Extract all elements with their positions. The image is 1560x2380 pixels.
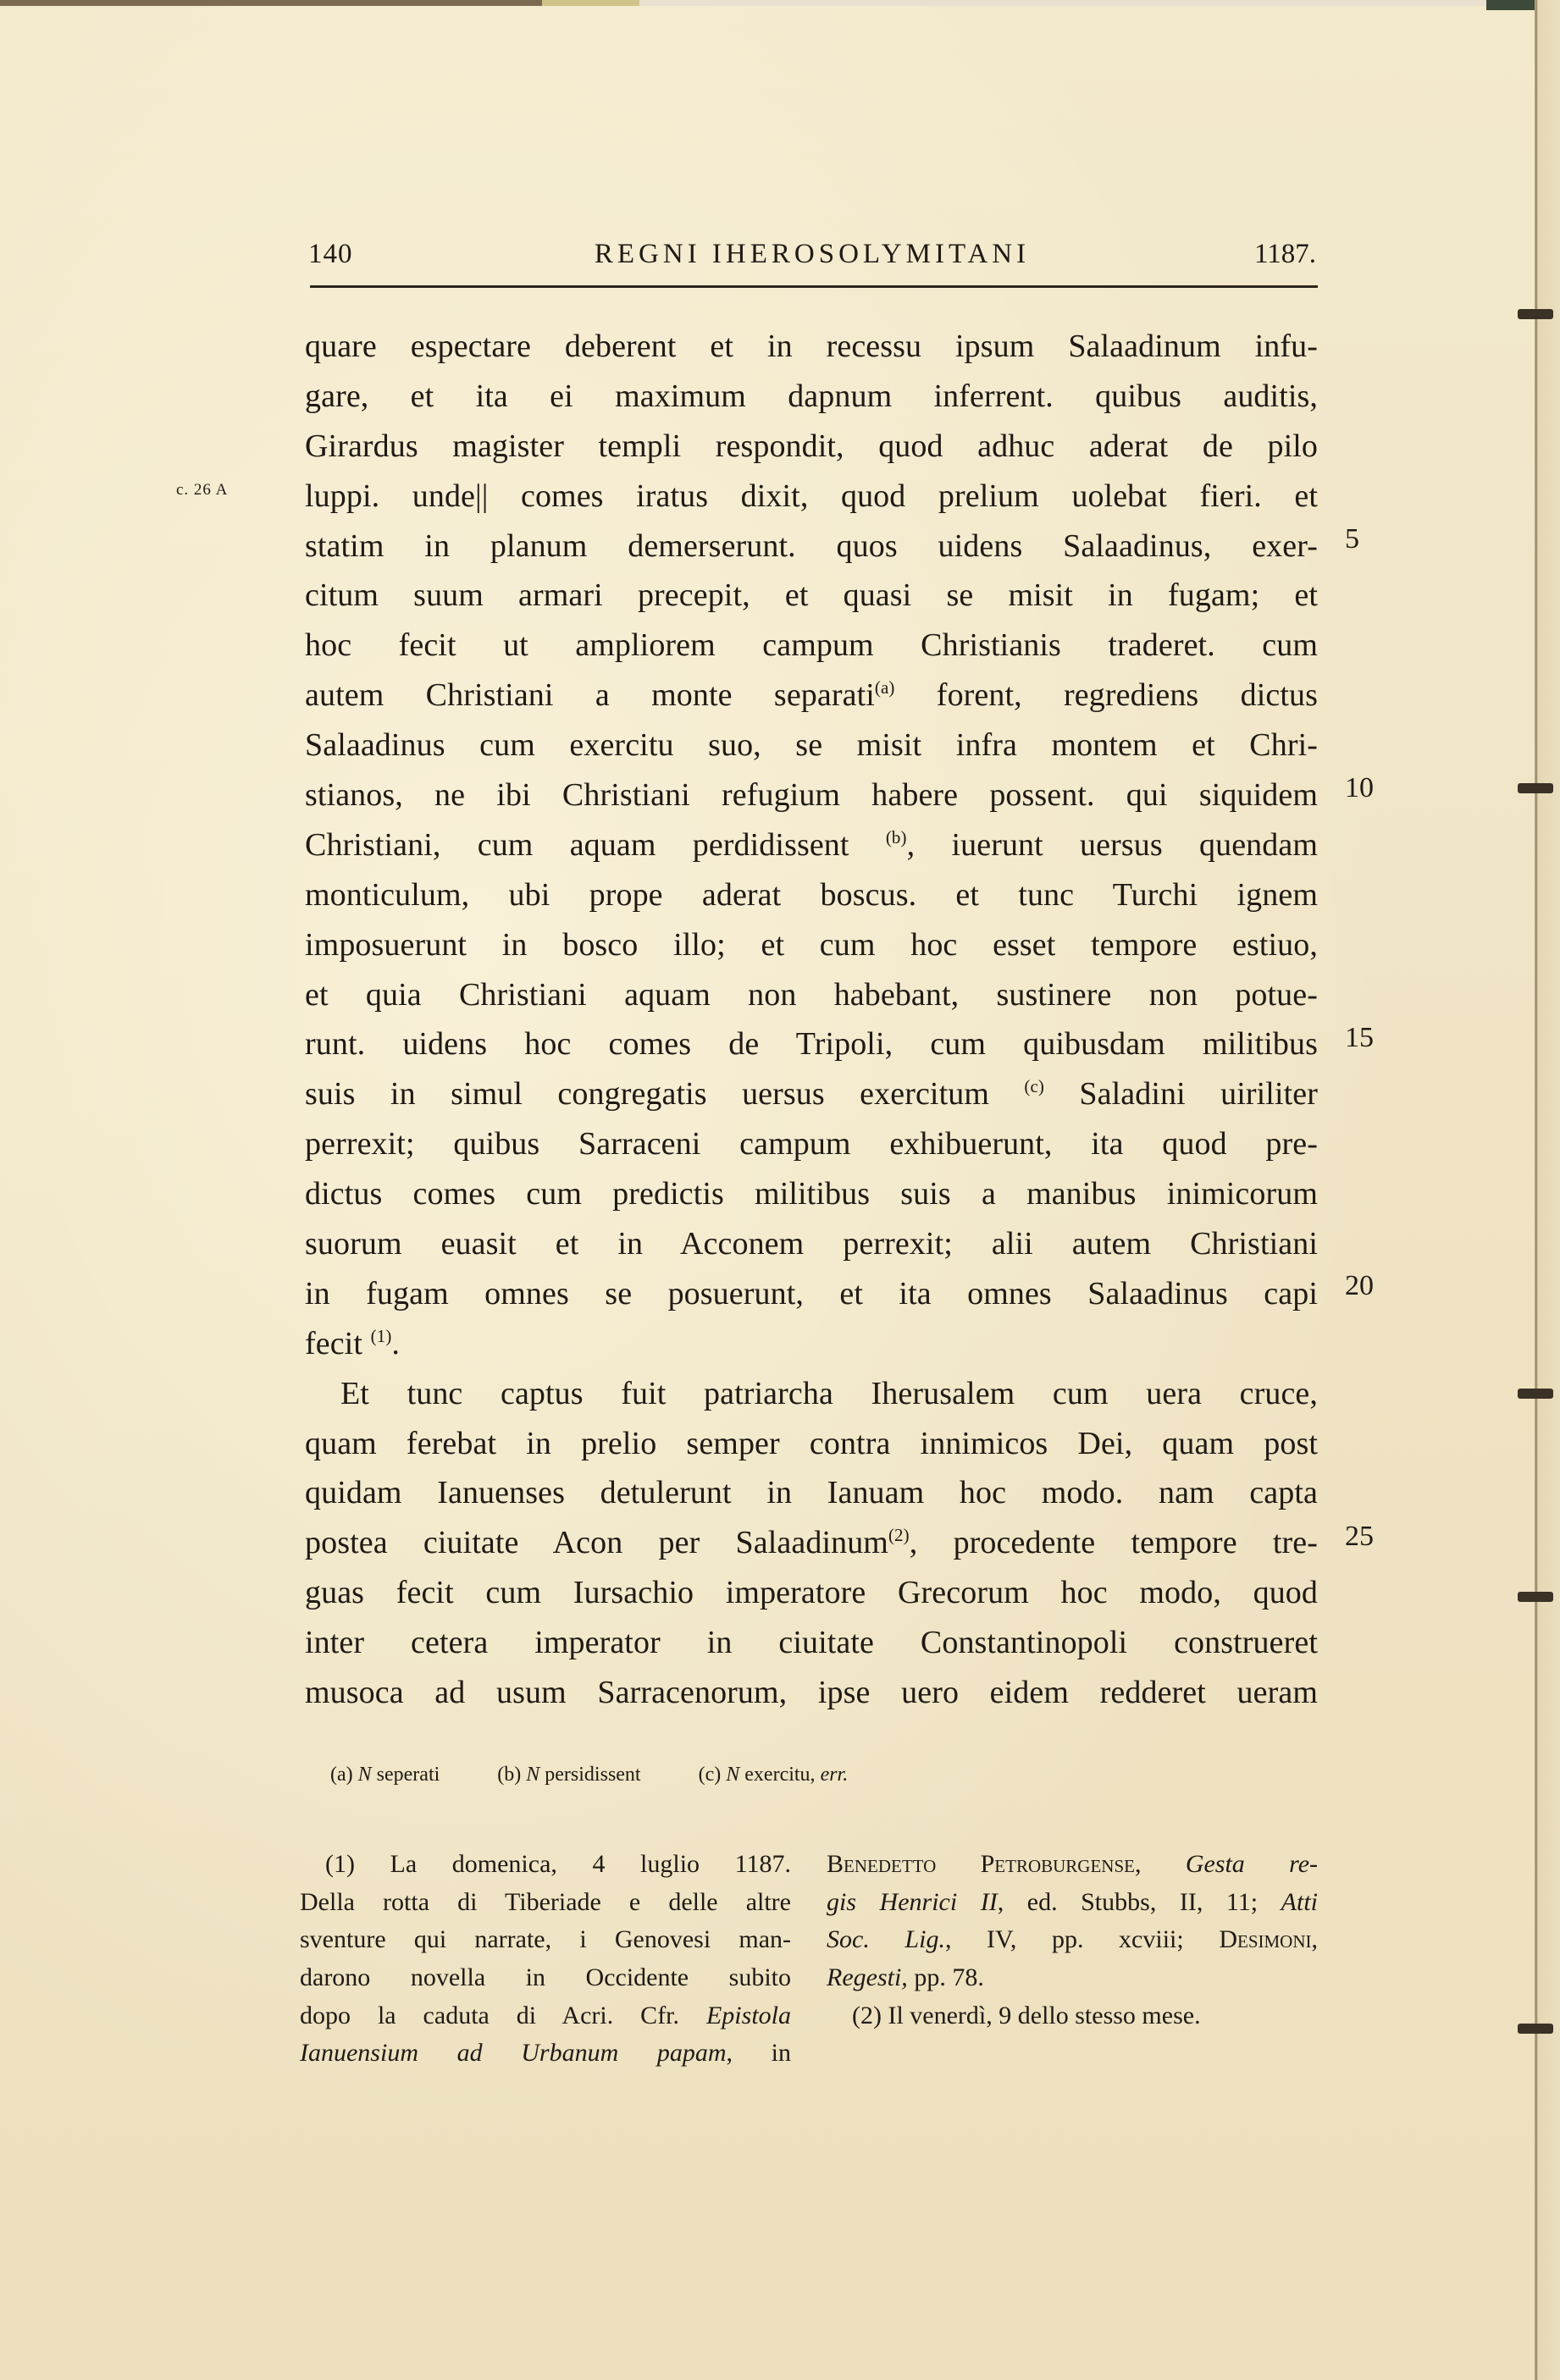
footnote-column-left	[300, 1846, 791, 2073]
footnote-1-line: Soc. Lig., IV, pp. xcviii; Desimoni,	[827, 1925, 1318, 1954]
text-line: quare espectare deberent et in recessu ipsum Salaadinum infu-	[305, 329, 1318, 364]
text-line: gare, et ita ei maximum dapnum inferrent. quibus auditis,	[305, 378, 1318, 414]
note-ref-c[interactable]: (c)	[1024, 1076, 1045, 1097]
line-number: 15	[1345, 1022, 1374, 1053]
text-segment: suis in simul congregatis uersus exercitum	[305, 1076, 989, 1113]
apparatus-entry	[330, 1764, 445, 1786]
citation-title: Ianuensium ad Urbanum papam	[300, 2039, 727, 2068]
text-segment: dopo la caduta di Acri. Cfr.	[300, 2001, 680, 2029]
header-rule	[310, 285, 1318, 288]
scan-edge-strip	[0, 0, 542, 6]
citation-title: Regesti,	[827, 1963, 908, 1992]
page-number: 140	[308, 239, 353, 269]
text-line: quam ferebat in prelio semper contra innimicos Dei, quam post	[305, 1425, 1318, 1461]
citation-author: Benedetto Petroburgense	[827, 1850, 1135, 1878]
text-segment: forent, regrediens dictus	[894, 677, 1318, 714]
footnote-2: (2) Il venerdì, 9 dello stesso mese.	[852, 2001, 1201, 2029]
footnote-1-line: Benedetto Petroburgense, Gesta re-	[827, 1850, 1319, 1878]
citation-title: Gesta re-	[1185, 1850, 1319, 1878]
apparatus-mark: (a)	[330, 1764, 353, 1786]
text-line: Girardus magister templi respondit, quod adhuc aderat de pilo	[305, 428, 1318, 464]
text-line: stianos, ne ibi Christiani refugium habere possent. qui siquidem	[305, 777, 1318, 814]
critical-apparatus	[330, 1764, 1093, 1786]
citation-title: gis Henrici II	[827, 1887, 998, 1916]
text-segment: pp. 78.	[914, 1963, 984, 1992]
running-year: 1187.	[1253, 239, 1316, 269]
text-line: runt. uidens hoc comes de Tripoli, cum quibusdam militibus	[305, 1026, 1318, 1063]
running-title: REGNI IHEROSOLYMITANI	[594, 239, 1031, 269]
text-segment: , iuerunt uersus quendam	[906, 826, 1318, 863]
apparatus-entry	[699, 1764, 849, 1786]
text-line	[305, 820, 1318, 870]
text-segment: , IV, pp. xcviii;	[944, 1925, 1184, 1954]
text-segment: autem Christiani a monte separati	[305, 677, 875, 714]
text-segment: , procedente tempore tre-	[909, 1525, 1318, 1561]
footnote-1-line	[300, 1997, 791, 2035]
text-line: in fugam omnes se posuerunt, et ita omnes Salaadinus capi	[305, 1275, 1318, 1311]
apparatus-reading: persidissent	[545, 1764, 641, 1786]
text-line: et quia Christiani aquam non habebant, sustinere non potue-	[305, 976, 1318, 1013]
apparatus-reading: exercitu,	[744, 1764, 816, 1786]
note-ref-2[interactable]: (2)	[888, 1525, 910, 1546]
footnote-1-line: (1) La domenica, 4 luglio 1187.	[325, 1850, 791, 1878]
binding-tab	[1518, 1389, 1553, 1399]
text-segment: postea ciuitate Acon per Salaadinum	[305, 1525, 888, 1561]
footnote-1-line	[300, 2035, 791, 2073]
text-line: Et tunc captus fuit patriarcha Iherusalem cum uera cruce,	[340, 1375, 1318, 1411]
text-line: inter cetera imperator in ciuitate Constantinopoli construeret	[305, 1625, 1318, 1661]
line-number: 5	[1345, 523, 1359, 555]
text-line: luppi. unde|| comes iratus dixit, quod prelium uolebat fieri. et	[305, 478, 1318, 514]
apparatus-mark: (b)	[497, 1764, 522, 1786]
text-segment: , ed. Stubbs, II, 11;	[997, 1887, 1259, 1916]
line-number: 20	[1345, 1270, 1374, 1301]
marginal-folio-note: c. 26 A	[176, 481, 229, 499]
text-line: citum suum armari precepit, et quasi se misit in fugam; et	[305, 577, 1318, 614]
line-number: 10	[1345, 772, 1374, 803]
text-line: guas fecit cum Iursachio imperatore Grecorum hoc modo, quod	[305, 1575, 1318, 1611]
apparatus-reading: seperati	[376, 1764, 440, 1786]
citation-author: Desimoni	[1219, 1925, 1312, 1954]
text-line: statim in planum demerserunt. quos uidens Salaadinus, exer-	[305, 527, 1318, 564]
footnote-1-line: darono novella in Occidente subito	[300, 1963, 791, 1992]
text-line: musoca ad usum Sarracenorum, ipse uero eidem redderet ueram	[305, 1675, 1318, 1711]
running-head	[308, 239, 1316, 281]
text-segment: fecit	[305, 1325, 363, 1361]
text-line: quidam Ianuenses detulerunt in Ianuam hoc modo. nam capta	[305, 1475, 1318, 1511]
apparatus-siglum: N	[357, 1764, 372, 1786]
footnote-1-line: Della rotta di Tiberiade e delle altre	[300, 1887, 791, 1916]
text-line	[305, 1069, 1318, 1119]
text-line	[305, 671, 1318, 721]
apparatus-mark: (c)	[698, 1764, 722, 1786]
binding-tab	[1518, 309, 1553, 319]
footnote-1-line: sventure qui narrate, i Genovesi man-	[300, 1925, 791, 1954]
binding-tab	[1518, 783, 1553, 793]
citation-title: Soc. Lig.	[827, 1925, 945, 1954]
scan-edge-strip	[542, 0, 639, 6]
text-line: monticulum, ubi prope aderat boscus. et tunc Turchi ignem	[305, 876, 1318, 913]
text-segment: .	[391, 1325, 401, 1361]
binding-tab	[1518, 2024, 1553, 2034]
note-ref-a[interactable]: (a)	[874, 677, 895, 699]
apparatus-siglum: N	[726, 1764, 740, 1786]
citation-title: Atti	[1281, 1887, 1318, 1916]
text-line: suorum euasit et in Acconem perrexit; alii autem Christiani	[305, 1226, 1318, 1262]
text-line: perrexit; quibus Sarraceni campum exhibuerunt, ita quod pre-	[305, 1126, 1318, 1162]
text-segment: , in	[726, 2039, 791, 2068]
text-line: dictus comes cum predictis militibus suis a manibus inimicorum	[305, 1176, 1318, 1212]
apparatus-comment: err.	[820, 1764, 849, 1786]
text-line	[305, 1518, 1318, 1568]
text-segment: Christiani, cum aquam perdidissent	[305, 826, 849, 863]
scan-edge-strip	[639, 0, 1486, 6]
footnote-1-line	[827, 1884, 1318, 1922]
text-segment: Saladini uiriliter	[1044, 1076, 1319, 1113]
text-line	[305, 1319, 1318, 1369]
text-line: Salaadinus cum exercitu suo, se misit infra montem et Chri-	[305, 727, 1318, 764]
citation-title: Epistola	[705, 2001, 791, 2029]
note-ref-1[interactable]: (1)	[370, 1325, 392, 1346]
main-text	[305, 322, 1318, 1718]
footnote-column-right	[827, 1846, 1318, 2035]
note-ref-b[interactable]: (b)	[885, 826, 907, 848]
footnote-1-line	[827, 1959, 1318, 1997]
text-line: imposuerunt in bosco illo; et cum hoc esset tempore estiuo,	[305, 926, 1318, 963]
apparatus-siglum: N	[526, 1764, 540, 1786]
apparatus-entry	[497, 1764, 645, 1786]
line-number: 25	[1345, 1521, 1374, 1552]
text-line: hoc fecit ut ampliorem campum Christianis traderet. cum	[305, 627, 1318, 664]
binding-tab	[1518, 1592, 1553, 1602]
